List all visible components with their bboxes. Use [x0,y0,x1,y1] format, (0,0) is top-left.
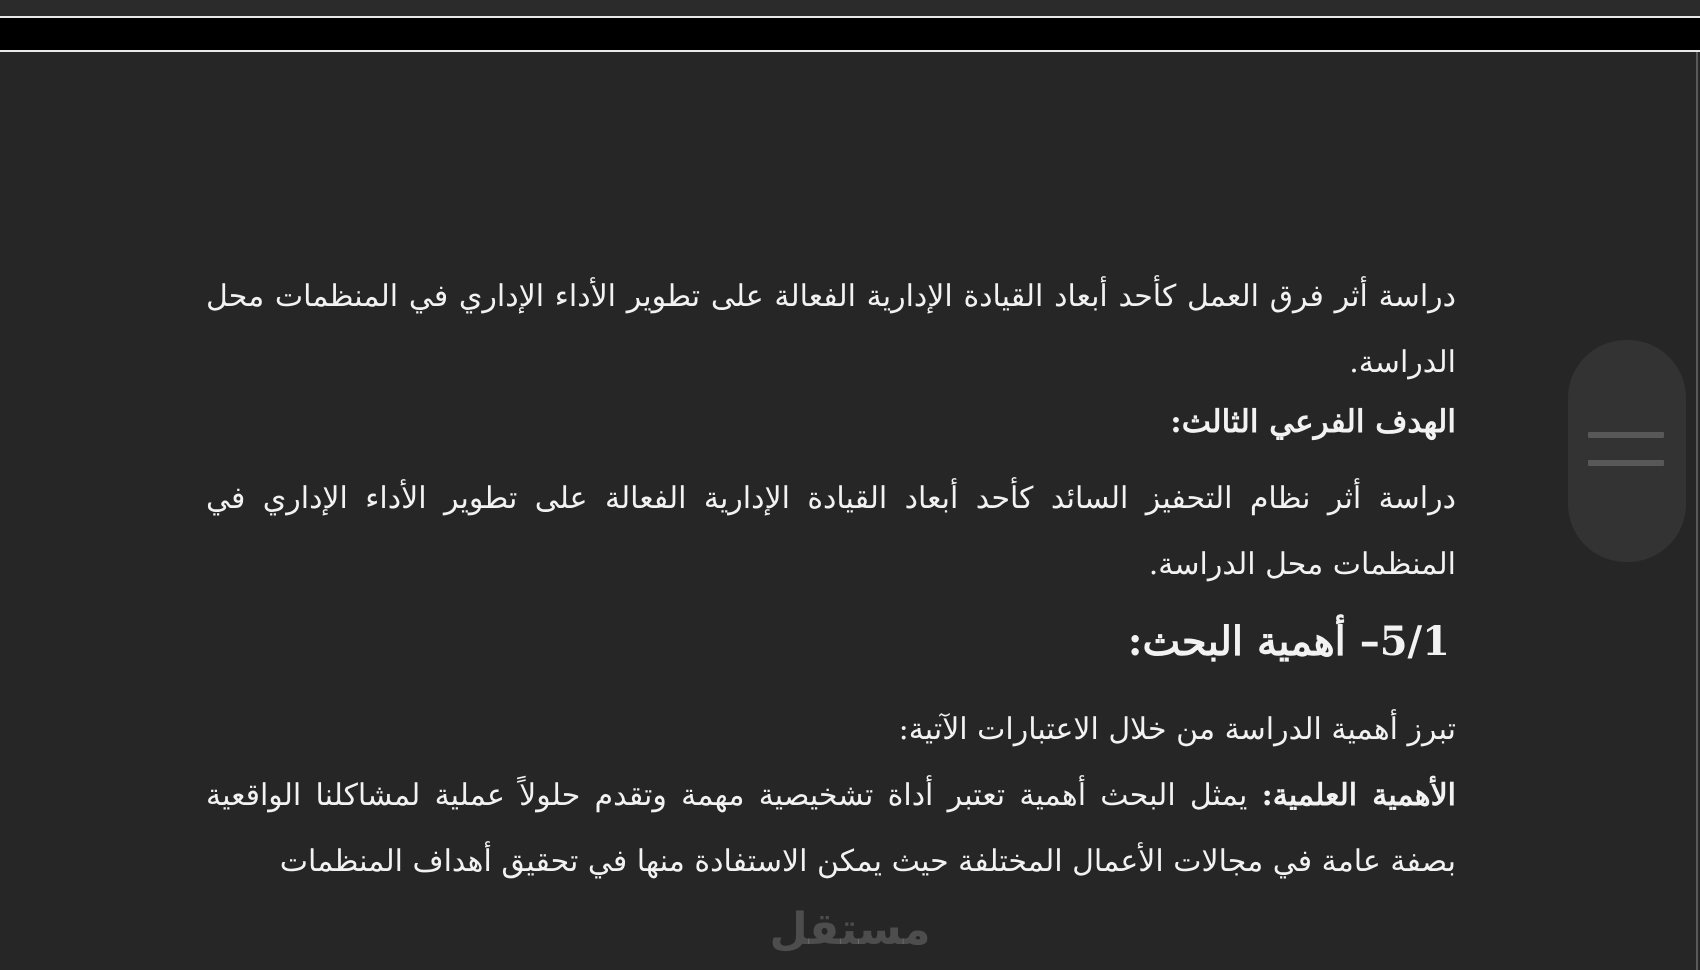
paragraph-objective-three: دراسة أثر نظام التحفيز السائد كأحد أبعاد القيادة الإدارية الفعالة على تطوير الأداء الإداري في المنظمات محل الدراسة. [206,481,1456,582]
side-menu-handle[interactable] [1568,340,1686,562]
scientific-importance-label: الأهمية العلمية: [1261,778,1456,813]
top-strip [0,0,1700,18]
menu-handle-icon [1588,460,1664,466]
intro-sentence: تبرز أهمية الدراسة من خلال الاعتبارات الآتية: [898,712,1456,747]
paragraph-objective-two: دراسة أثر فرق العمل كأحد أبعاد القيادة الإدارية الفعالة على تطوير الأداء الإداري في المنظمات محل الدراسة. [206,279,1456,380]
section-heading-importance: 5/1– أهمية البحث: [1127,618,1450,665]
paragraph-scientific-importance [206,763,1456,895]
scientific-importance-text: يمثل البحث أهمية تعتبر أداة تشخيصية مهمة وتقدم حلولاً عملية لمشاكلنا الواقعية بصفة عامة في مجالات الأعمال المختلفة حيث يمكن الاستفادة منها في تحقيق أهداف المنظمات [206,778,1456,879]
menu-handle-icon [1588,432,1664,438]
watermark-logo: مستقل [769,904,931,955]
document-page [206,52,1456,970]
toolbar-bar [0,18,1700,52]
right-border [1696,52,1698,970]
third-objective-heading: الهدف الفرعي الثالث: [1170,404,1456,440]
